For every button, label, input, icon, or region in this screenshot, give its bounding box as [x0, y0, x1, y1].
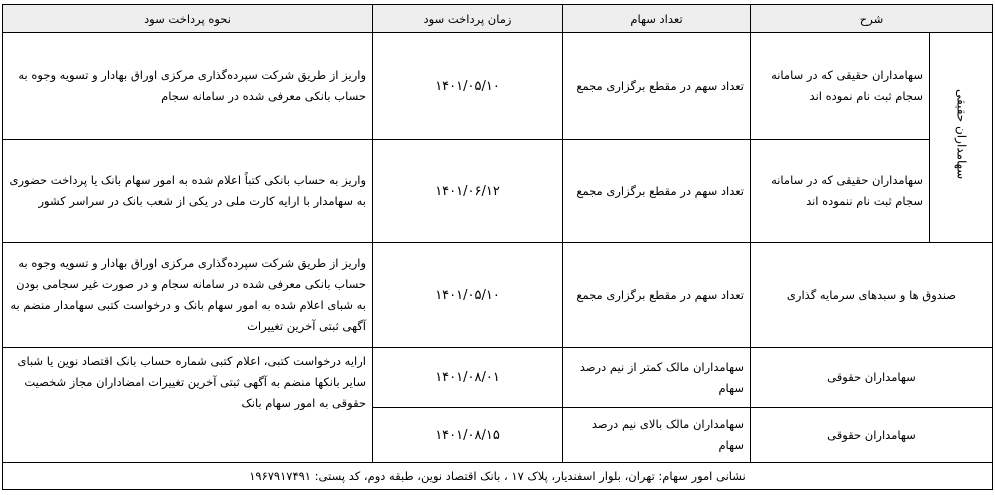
- header-payment-time: زمان پرداخت سود: [373, 5, 563, 33]
- row-description: سهامداران حقیقی که در سامانه سجام ثبت نام ننموده اند: [751, 140, 930, 243]
- row-method: واریز از طریق شرکت سپرده‌گذاری مرکزی اوراق بهادار و تسویه وجوه به حساب بانکی معرفی شده در سامانه سجام و در صورت غیر سجامی بودن به شبای اعلام شده به امور سهام بانک و درخواست کتبی سهامدار منضم به آگهی ثبتی آخرین تغییرات: [3, 243, 373, 348]
- row-description: سهامداران حقوقی: [751, 348, 993, 408]
- footer-row: [3, 463, 993, 490]
- dividend-table: [2, 4, 993, 490]
- row-shares: تعداد سهم در مقطع برگزاری مجمع: [563, 140, 751, 243]
- row-method: واریز به حساب بانکی کتباً اعلام شده به امور سهام بانک یا پرداخت حضوری به سهامدار با ارایه کارت ملی در یکی از شعب بانک در سراسر کشور: [3, 140, 373, 243]
- row-shares: سهامداران مالک کمتر از نیم درصد سهام: [563, 348, 751, 408]
- row-date: ۱۴۰۱/۰۵/۱۰: [373, 33, 563, 140]
- table-row: [3, 140, 993, 243]
- row-date: ۱۴۰۱/۰۵/۱۰: [373, 243, 563, 348]
- row-shares: تعداد سهم در مقطع برگزاری مجمع: [563, 243, 751, 348]
- address-footer: نشانی امور سهام: تهران، بلوار اسفندیار، پلاک ۱۷ ، بانک اقتصاد نوین، طبقه دوم، کد پستی: ۱۹۶۷۹۱۷۴۹۱: [3, 463, 993, 490]
- table-row: [3, 348, 993, 408]
- row-date: ۱۴۰۱/۰۶/۱۲: [373, 140, 563, 243]
- row-description: صندوق ها و سبدهای سرمایه گذاری: [751, 243, 993, 348]
- legal-method-cell: ارایه درخواست کتبی، اعلام کتبی شماره حساب بانک اقتصاد نوین یا شبای سایر بانکها منضم به آگهی ثبتی آخرین تغییرات امضاداران مجاز شخصیت حقوقی به امور سهام بانک: [3, 348, 373, 463]
- table-row: [3, 33, 993, 140]
- table-row: [3, 243, 993, 348]
- row-description: سهامداران حقوقی: [751, 408, 993, 463]
- row-date: ۱۴۰۱/۰۸/۱۵: [373, 408, 563, 463]
- row-shares: سهامداران مالک بالای نیم درصد سهام: [563, 408, 751, 463]
- row-date: ۱۴۰۱/۰۸/۰۱: [373, 348, 563, 408]
- header-description: شرح: [751, 5, 993, 33]
- header-payment-method: نحوه پرداخت سود: [3, 5, 373, 33]
- table-header-row: [3, 5, 993, 33]
- group-label: سهامداران حقیقی: [954, 88, 969, 180]
- row-description: سهامداران حقیقی که در سامانه سجام ثبت نام نموده اند: [751, 33, 930, 140]
- row-shares: تعداد سهم در مقطع برگزاری مجمع: [563, 33, 751, 140]
- group-label-cell: [930, 33, 993, 243]
- header-shares-count: تعداد سهام: [563, 5, 751, 33]
- row-method: واریز از طریق شرکت سپرده‌گذاری مرکزی اوراق بهادار و تسویه وجوه به حساب بانکی معرفی شده در سامانه سجام: [3, 33, 373, 140]
